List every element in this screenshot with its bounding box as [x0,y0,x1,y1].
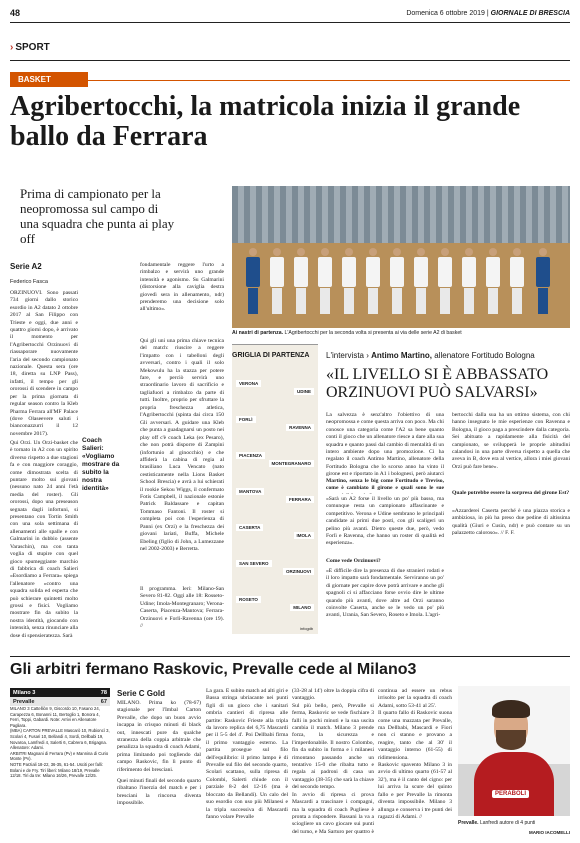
photo-caption: Ai nastri di partenza. L'Agribertocchi per la seconda volta si presenta ai via delle serie A2 di basket [232,330,462,336]
interview-column-1: La salvezza è senz'altro l'obiettivo di una neopromossa e come questa arriva con poco. Ma chi conosce una categoria come l'A2 sa bene quanto conti il gioco che un allenatore riesce a dare alla sua squadra e quanto passi dal cambio di mentalità di un intero ambiente dopo una promozione. Ci ha regalato il coach Antimo Martino, allenatore della Fortitudo Bologna che lo scorso anno ha vinto il girone est e riportato in A1 i bolognesi, però aiutarci [326,412,444,476]
player-hair [492,700,530,718]
player [342,248,356,318]
main-headline: Agribertocchi, la matricola inizia il grande ballo da Ferrara [10,91,521,152]
player [510,248,524,318]
grid-row: MANTOVA FERRARA [232,488,318,498]
page-header [10,8,570,20]
player [438,248,452,318]
section-label: › SPORT [10,42,50,53]
second-column-2: La gara. È subito match ad alti giri e Bassa stringa ubriacante nei punti figli di un gioco che i sanitari ombria cantieri di ripresa alle partite: Raskovic Frieste alla tripla da lavoro replica del 6,75 Mascardi per il 5-5 del 4'. Poi Dellbabi firma il primo vantaggio esterno. La partita prosegue sul filo dell'equilibrio: il primo lampo è di Prevalle sul filo del secondo quarto, Scolari scattano, sulla ripresa di Colombi, Salerti chiude con il parziale 8-2 del 12-16 (ma è bloccato da Bellandi). Un calo del suo esordio con uso più Milanesi e la tripla successiva di Mascardi fanno volare Prevalle [206,688,288,820]
score-row-away: Prevalle 67 [10,697,110,706]
player [462,248,476,318]
interview-column-2c: «Azzarderei Caserta perché è una piazza storica e ambiziosa, in più ha preso due pedine di altissima qualità (Giuri e Cusin, ndr) e può contare su un palazzetto caloroso». // F. F. [452,508,570,537]
article-column-2d: Il programma. Ieri: Milano-San Severo 81-82. Oggi alle 18: Rosseto-Udine; Imola-Montegranaro; Verona-Caserta, Piacenza-Mantova; Ferrara-Orzinuovi e Forlì-Ravenna (ore 19). // [140,586,224,630]
stands [232,186,570,243]
interview-column-2: bertocchi dalla sua ha un ottimo sistema, con chi hanno insegnato le mie esperienze con Ravenna e Bologna, il gioco paga a prescindere dalla categoria. Sei abituato a rapidamente alla fisicità del campionato, se svilupperà le proprie abitudini calandosi in una parte diversa rispetto a quella che aveva in B, dove era al vertice, allora i miei giovani Orzi può fare bene». [452,412,570,470]
grid-row: VERONA UDINE [232,380,318,390]
issue-date: Domenica 6 ottobre 2019 [406,10,485,17]
grid-row: FORLÌ RAVENNA [232,416,318,426]
score-row-home: Milano 3 78 [10,688,110,697]
article-divider [10,656,570,657]
player-photo [458,686,570,816]
second-headline: Gli arbitri fermano Raskovic, Prevalle cede al Milano3 [10,661,417,678]
second-column-4: continua ad essere un rebus irrisolto per la squadra di coach Adami, sotto 53-41 al 25'. Il quarto fallo di Raskovic suona come una mazzata per Prevalle, ma Dellbabi, Mascardi e Fiori non ci stanno e provano a reagire, tanto che al 30' il vantaggio interno (61-55) di ridimensiona. Raskovic spavento Milano 3 in avvio di ultimo quarto (61-57 al 32'), ma è il canto del cigno: per lui arriva la scure del quinto fallo e per Prevalle la rimonta diventa impossibile. Milano 3 allunga e conserva i tre punti dei ragazzi di Adami. // [378,688,452,820]
page-number: 48 [10,8,21,18]
player [414,248,428,318]
player [366,248,380,318]
grid-row: CASERTA IMOLA [232,524,318,534]
grid-source: infogdb [300,626,314,631]
section-rule [10,60,570,61]
grid-row: ROSETO MILANO [232,596,318,606]
second-column-1: MILANO. Prima ko (78-67) stagionale per l'Imbal Carton Prevalle, che dopo un buon avvio incappa in crisquo minuti di black out, innescati pure da qualche stranezza della coppia arbitrale che penalizza la squadra di coach Adami, prima limitando poi togliendo dal campo Raskovic, fin lì punto di riferimento dei bresciani. [117,700,201,773]
player [318,248,332,318]
sponsor-logo: PERABOLI [492,790,529,798]
box-score: MILANO 3 Cattelliòn 9, Giscordo 10, Fasano 24, Carapezza 6, Bonanni 11, Bertoglio 1, Bonora 4, Ferri, Toppi, Gabardi. Note: Arrivi en Allenatore Pagliara. (MBA) CARTON PREVALLE Mascarò 10, Rubioncì 3, Scolari 4, Fusari 10, Bellandi 4, Sordi, Dellbabi 19, Novaroa, Lamfredi 4, Salerti 6, Cabrera 6, Brigagna. Allenatore: Adami. ARBITRI Magnani di Ferrara (Pv) e Mannina di Curio Monte (Pv). NOTE Parziali 18-22, 36-35, 61-54. Usciti per falli: Bolani e de Fry. Tiri liberi: Milano 18/19, Prevalle 12/18. Tiri da tre: Milano 16/26, Prevalle 12/25. [10,706,110,779]
player-beard [496,730,526,750]
byline-author: Federico Fasca [10,279,48,285]
player-photo-caption: Prevalle. Lanfredi autore di 4 punti [458,820,536,826]
player [536,248,550,318]
article-column-1c [84,496,124,650]
player [390,248,404,318]
team-photo [232,186,570,328]
article-column-2b: Qui gli uni una prima chiave tecnica del match: riuscire a reggere l'impatto con i tabelloni degli avversari, contro i quali il solo Mekowulu ha la stazza per potere fare, e perciò servirà uno straordinario lavoro di sacrificio e tagliafuori a rimbalzo da parte di tutti. Inoltre, proprio per sfruttare la propria freschezza atletica, l'Agribertocchi (spinta dai circa 150 [140,338,224,418]
article-column-2: fondamentale reggere l'urto a rimbalzo e servirà uno grande intensità e agonismo. Su Galmarini (distorsione alla caviglia destra giovedì sera in allenamento, ndr) prenderemo una decisione solo all'ultimo». [140,262,224,313]
article-column-1b: Qui Orzi. Un Orzi-basket che è tornato in A2 con un spirito diverso rispetto a due stagioni fa e con maggiore coraggio, come dimostrata scelta di puntare molto sui giovani (nessuno nato 24 anni l'età media del roster). Gli ororossi, dopo una preseason segnata dagli infortuni, si presentano con Tortin Smith con una sola settimana di allenamenti alle spalle e con Galmarini in dubbio (assente Varaschin), ma con tanta voglia di stupire con quel gioco spumeggiante marchio di fabbrica di coach Salieri «Esordiamo a Ferrara» spiega l'allenatore «contro una squadra solida ed esperta che può schierare quintetti molto grossi e fisici. Vogliamo mostrare fin da subito la nostra identità, giocando con intensità, senza rinunciare alla dose di spensieratezza. Sarà [10,440,78,639]
second-column-3: (33-28 al 14') oltre la doppia cifra di vantaggio. Sul più bello, però, Prevalle si ferma, Raskovic se vede fischiare 3 falli in pochi minuti e la sua uscita cambia il match. Milano 3 prende forza, la sicurezza e l'imperdonabile. Il nostro Colombo, fin da subito in forma e i milanesi rimontano passando anche un tentativo 15-0 che ribalta tutto e regala ai padroni di casa un vantaggio (38-35) che sarà la chiave del secondo tempo. In avvio di ripresa ci prova Mascardi a trascinare i compagni, ma la squadra di coach Pugliese è pronta a rispondere. Bassani la va a sciogliere un cavo giocare sui punti del turno, e Ma Sarturo per quattro è [292,688,374,834]
player [486,248,500,318]
grid-row: SAN SEVERO ORZINUOVI [232,560,318,570]
photo-credit: MARIO IACOMELLI [529,830,570,835]
player [270,248,284,318]
header-rule [10,22,570,23]
publication-name: GIORNALE DI BRESCIA [490,10,570,17]
interview-column-1c: «Sarà un A2 forse il livello un po' più basso, ma comunque resta un campionato affascinante e competitivo. Verona e Udine sembrano le principali candidate ai primi due posti, con gli scaligeri un pelino più avanti. Dietro queste due, però, vedo Forlì e Ravenna, che hanno un roster di qualità ed esperienza». [326,496,444,547]
grid-title: GRIGLIA DI PARTENZA [232,352,310,359]
byline [10,262,110,285]
interview-headline: «IL LIVELLO SI È ABBASSATO ORZINUOVI PUÒ SALVARSI» [326,366,549,401]
interview-kicker: L'intervista › Antimo Martino, allenatore Fortitudo Bologna [326,351,535,360]
grid-row: PIACENZA MONTEGRANARO [232,452,318,462]
pull-quote: Coach Salieri: «Vogliamo mostrare da subito la nostra identità» [82,437,120,492]
second-column-1b: Quei minuti finali del secondo quarto ribaltano l'inerzia del match e per i bresciani la rincorsa diventa impossibile. [117,778,201,807]
player [294,248,308,318]
article-column-1: ORZINUOVI. Sono passati 734 giorni dallo storico esordio in A2 datato 2 ottobre 2017 al San Filippo con Trieste e oggi, due anni e quattro giorni dopo, è arrivato il momento per l'Agribertocchi Orzinuovi di riassaporare nuovamente l'aria del secondo campionato nazionale. Questa sera (ore 18, diretta su LNP Pass), infatti, il tempo per gli ororossi di scendere in campo per la prima giornata di regular season contro la Kleb Pharma Ferrara all'MF Palace (dove Olaseevere saluti i bianconazzurri il 12 novembre 2017). [10,290,78,437]
second-kicker: Serie C Gold [117,689,166,698]
interview-question-1: Martino, senza le big come Fortitudo e Treviso, come è cambiato il girone e quali sono le sue [326,478,444,492]
interview-column-1e: «È difficile dire la presenza di due stranieri rodati e il loro impatto sarà fondamentale. Serviranno un po' di giornate per capire dove potrà arrivare e anche gli spagnoli ci si affacciano forse ovvio dire le ultime quando più avanti, dove altre ad Orzi saranno coinvolte Caserta, anche se le vedo un po' più avanti, Urania, San Severo, Roseto e Imola. L'agri- [326,568,444,619]
interview-question-3: Quale potrebbe essere la sorpresa del girone Est? [452,490,570,496]
player-shirt [474,752,554,816]
tag-rule [88,80,570,81]
chevron-right-icon: › [10,42,14,53]
lede: Prima di campionato per la neopromossa sul campo di una squadra che punta ai play off [20,186,175,246]
byline-kicker: Serie A2 [10,262,42,271]
interview-question-2: Come vede Orzinuovi? [326,558,381,564]
category-tag: BASKET [10,72,88,87]
player [246,248,260,318]
masthead: Domenica 6 ottobre 2019 | GIORNALE DI BRESCIA [406,10,570,17]
article-column-2c: Gli avversari. A guidare una Kleb che punta a guadagnarsi un posto nei play off c'è coach Leka (ex Pesaro), che non potrà disporre di Zampini (infortunio al ginocchio) e che affiderà la cabina di regia al brasiliano Luca Vencato (nato cestisticamente nella Lions Basket School Brescia) e avrà a lui schierati il rookie Sekou Wiggs, il confermato Fotis Campbell, il nazionale estonie Patrick Baldassare e capitan Tommaso Fantoni. Il roster si completa poi con l'esperienza di Panni (ex Orzi) e la freschezza dei giovani lariati, Buffa, Michele Ebeling (figlio di John, a Lumezzane nel 2002-2003) e Berretta. [140,420,224,552]
